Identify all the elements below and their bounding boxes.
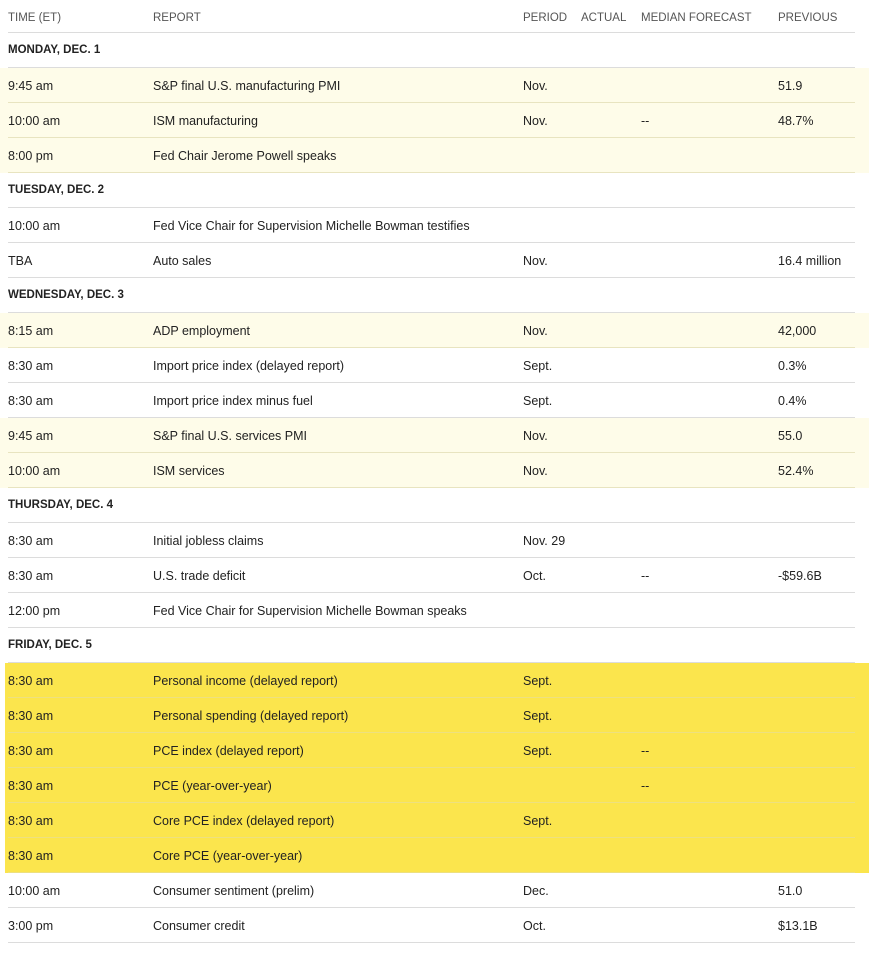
cell-previous: 48.7% — [778, 114, 814, 128]
cell-period: Sept. — [523, 744, 553, 758]
table-row — [0, 768, 869, 803]
day-header-row — [0, 628, 869, 663]
cell-report: S&P final U.S. manufacturing PMI — [153, 79, 341, 93]
cell-time: 10:00 am — [8, 884, 61, 898]
cell-time: 8:30 am — [8, 534, 54, 548]
cell-period: Nov. — [523, 114, 548, 128]
table-row — [0, 558, 869, 593]
cell-report: Fed Vice Chair for Supervision Michelle Bowman testifies — [153, 219, 470, 233]
cell-time: 9:45 am — [8, 79, 54, 93]
cell-report: ISM services — [153, 464, 225, 478]
day-header-row — [0, 173, 869, 208]
cell-period: Sept. — [523, 709, 553, 723]
row-highlight — [0, 103, 869, 138]
cell-previous: 51.9 — [778, 79, 803, 93]
table-row — [0, 838, 869, 873]
row-highlight — [0, 138, 869, 173]
row-highlight — [0, 418, 869, 453]
cell-period: Sept. — [523, 674, 553, 688]
cell-previous: 55.0 — [778, 429, 803, 443]
table-row — [0, 803, 869, 838]
cell-time: 10:00 am — [8, 219, 61, 233]
day-label: WEDNESDAY, DEC. 3 — [8, 289, 124, 301]
table-row — [0, 68, 869, 103]
header-time: TIME (ET) — [8, 12, 62, 24]
cell-time: 8:30 am — [8, 849, 54, 863]
cell-time: 10:00 am — [8, 114, 61, 128]
cell-report: Personal spending (delayed report) — [153, 709, 349, 723]
cell-period: Dec. — [523, 884, 549, 898]
cell-period: Nov. 29 — [523, 534, 566, 548]
table-row — [0, 873, 869, 908]
cell-report: Import price index minus fuel — [153, 394, 313, 408]
cell-median-forecast: -- — [641, 744, 650, 758]
table-row — [0, 208, 869, 243]
cell-report: U.S. trade deficit — [153, 569, 246, 583]
header-period: PERIOD — [523, 12, 568, 24]
header-report: REPORT — [153, 12, 201, 24]
row-highlight — [5, 698, 869, 733]
cell-time: 9:45 am — [8, 429, 54, 443]
table-row — [0, 418, 869, 453]
cell-time: 8:30 am — [8, 359, 54, 373]
header-median-forecast: MEDIAN FORECAST — [641, 12, 752, 24]
cell-report: Import price index (delayed report) — [153, 359, 345, 373]
cell-time: 8:30 am — [8, 569, 54, 583]
header-previous: PREVIOUS — [778, 12, 838, 24]
row-highlight — [0, 68, 869, 103]
header-actual: ACTUAL — [581, 12, 627, 24]
day-label: FRIDAY, DEC. 5 — [8, 639, 92, 651]
cell-report: Consumer sentiment (prelim) — [153, 884, 315, 898]
cell-report: Core PCE index (delayed report) — [153, 814, 335, 828]
cell-previous: 42,000 — [778, 324, 817, 338]
table-row — [0, 663, 869, 698]
cell-time: 12:00 pm — [8, 604, 61, 618]
cell-report: PCE index (delayed report) — [153, 744, 304, 758]
cell-time: 8:30 am — [8, 744, 54, 758]
day-label: THURSDAY, DEC. 4 — [8, 499, 114, 511]
cell-report: PCE (year-over-year) — [153, 779, 272, 793]
cell-previous: 0.4% — [778, 394, 807, 408]
cell-period: Oct. — [523, 569, 546, 583]
cell-median-forecast: -- — [641, 569, 650, 583]
table-row — [0, 243, 869, 278]
row-highlight — [5, 733, 869, 768]
cell-previous: 51.0 — [778, 884, 803, 898]
cell-time: 8:00 pm — [8, 149, 54, 163]
row-divider — [8, 942, 855, 943]
table-row — [0, 733, 869, 768]
day-header-row — [0, 488, 869, 523]
cell-time: 8:30 am — [8, 394, 54, 408]
cell-time: 10:00 am — [8, 464, 61, 478]
table-row — [0, 908, 869, 943]
cell-previous: 0.3% — [778, 359, 807, 373]
cell-period: Nov. — [523, 254, 548, 268]
cell-time: 8:30 am — [8, 814, 54, 828]
cell-previous: 52.4% — [778, 464, 814, 478]
row-highlight — [0, 313, 869, 348]
cell-time: 8:15 am — [8, 324, 54, 338]
cell-time: 8:30 am — [8, 779, 54, 793]
cell-report: Core PCE (year-over-year) — [153, 849, 303, 863]
table-row — [0, 348, 869, 383]
row-highlight — [5, 768, 869, 803]
day-label: TUESDAY, DEC. 2 — [8, 184, 105, 196]
table-body — [0, 33, 869, 943]
cell-period: Nov. — [523, 324, 548, 338]
cell-period: Sept. — [523, 814, 553, 828]
row-highlight — [5, 803, 869, 838]
table-row — [0, 313, 869, 348]
cell-report: Consumer credit — [153, 919, 245, 933]
cell-median-forecast: -- — [641, 779, 650, 793]
cell-report: S&P final U.S. services PMI — [153, 429, 307, 443]
table-row — [0, 698, 869, 733]
row-highlight — [5, 838, 869, 873]
cell-previous: -$59.6B — [778, 569, 822, 583]
cell-report: Auto sales — [153, 254, 212, 268]
day-label: MONDAY, DEC. 1 — [8, 44, 101, 56]
table-row — [0, 383, 869, 418]
cell-period: Oct. — [523, 919, 546, 933]
cell-report: Fed Chair Jerome Powell speaks — [153, 149, 337, 163]
row-highlight — [5, 663, 869, 698]
cell-time: 3:00 pm — [8, 919, 54, 933]
cell-time: 8:30 am — [8, 709, 54, 723]
cell-median-forecast: -- — [641, 114, 650, 128]
cell-report: Fed Vice Chair for Supervision Michelle Bowman speaks — [153, 604, 467, 618]
cell-period: Nov. — [523, 464, 548, 478]
cell-period: Sept. — [523, 359, 553, 373]
table-header — [8, 0, 855, 33]
cell-report: Initial jobless claims — [153, 534, 264, 548]
cell-report: Personal income (delayed report) — [153, 674, 338, 688]
table-row — [0, 453, 869, 488]
table-row — [0, 103, 869, 138]
cell-time: TBA — [8, 254, 33, 268]
cell-report: ISM manufacturing — [153, 114, 258, 128]
table-row — [0, 523, 869, 558]
table-row — [0, 138, 869, 173]
day-header-row — [0, 278, 869, 313]
cell-period: Nov. — [523, 429, 548, 443]
cell-period: Sept. — [523, 394, 553, 408]
cell-time: 8:30 am — [8, 674, 54, 688]
day-header-row — [0, 33, 869, 68]
cell-report: ADP employment — [153, 324, 251, 338]
table-row — [0, 593, 869, 628]
cell-previous: 16.4 million — [778, 254, 842, 268]
row-highlight — [0, 453, 869, 488]
cell-previous: $13.1B — [778, 919, 818, 933]
cell-period: Nov. — [523, 79, 548, 93]
